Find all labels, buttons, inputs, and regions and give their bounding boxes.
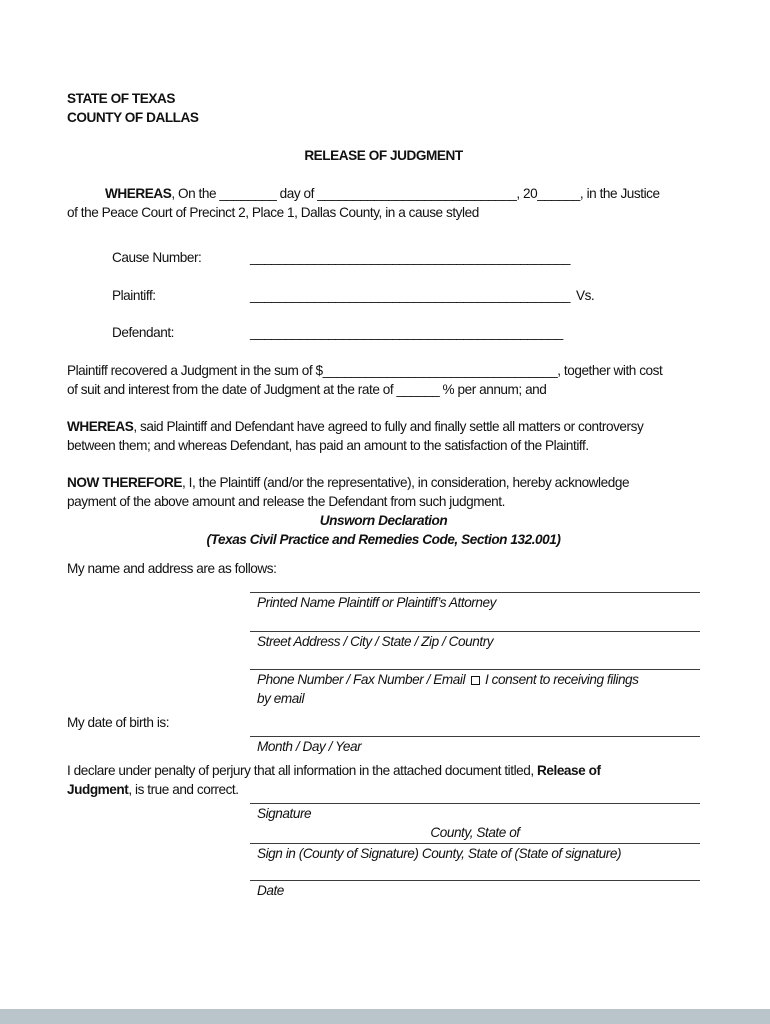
phone-label-line2: by email [257,691,305,706]
dob-format-label: Month / Day / Year [257,739,362,754]
judgment-sum-paragraph [67,361,700,399]
date-label: Date [257,883,284,898]
sign-in-label: Sign in (County of Signature) County, State of (State of signature) [257,846,622,861]
now-therefore-paragraph [67,473,700,511]
now-therefore-line2: payment of the above amount and release the Defendant from such judgment. [67,494,505,509]
sum-line1: Plaintiff recovered a Judgment in the sum of $_________________________________, together with cost [67,363,663,378]
declaration-line1-text: I declare under penalty of perjury that all information in the attached document titled, [67,763,538,778]
declaration-line1 [67,761,700,780]
declaration-line2 [67,780,700,799]
document-title: RELEASE OF JUDGMENT [304,148,463,163]
whereas2-line1 [67,417,700,436]
name-address-intro: My name and address are as follows: [67,561,277,576]
whereas2-line2: between them; and whereas Defendant, has paid an amount to the satisfaction of the Plaintiff. [67,438,589,453]
defendant-label: Defendant: [112,325,175,340]
declaration-line2-text: , is true and correct. [128,782,239,797]
phone-fax-email-label [250,670,700,689]
unsworn-declaration-subtitle: (Texas Civil Practice and Remedies Code, Section 132.001) [206,532,561,547]
email-consent-checkbox-icon[interactable] [471,676,480,685]
whereas-paragraph-2 [67,417,700,455]
sign-in-field [250,843,700,863]
page-edge-bar [0,1009,770,1024]
plaintiff-blank[interactable]: _____________________________________________ [250,288,570,303]
whereas1-line1 [67,184,700,203]
printed-name-field [250,592,700,612]
whereas1-lead: WHEREAS [105,186,172,201]
date-field [250,880,700,900]
whereas2-rest: , said Plaintiff and Defendant have agreed to fully and finally settle all matters or controversy [133,419,644,434]
signature-label: Signature [257,806,312,821]
defendant-row [67,323,700,342]
cause-number-blank[interactable]: _____________________________________________ [250,250,570,265]
printed-name-label: Printed Name Plaintiff or Plaintiff’s Attorney [257,595,496,610]
now-therefore-rest: , I, the Plaintiff (and/or the representative), in consideration, hereby acknowledge [181,475,630,490]
dob-field [250,736,700,756]
declaration-line2-bold: Judgment [67,782,129,797]
cause-number-row [67,248,700,267]
declaration-line1-bold: Release of [537,763,601,778]
sum-line2: of suit and interest from the date of Judgment at the rate of ______ % per annum; and [67,382,547,397]
dob-intro: My date of birth is: [67,715,170,730]
whereas1-line2: of the Peace Court of Precinct 2, Place 1, Dallas County, in a cause styled [67,205,479,220]
whereas-paragraph-1 [67,184,700,222]
whereas1-rest: , On the ________ day of ____________________________, 20______, in the Justice [171,186,660,201]
plaintiff-row [67,286,700,305]
declaration-statement [67,761,700,799]
now-therefore-line1 [67,473,700,492]
now-therefore-lead: NOW THEREFORE [67,475,182,490]
phone-fax-email-field [250,669,700,708]
vs-text: Vs. [575,288,595,303]
signature-field [250,803,700,823]
cause-number-label: Cause Number: [112,250,202,265]
defendant-blank[interactable]: ____________________________________________ [250,325,563,340]
whereas2-lead: WHEREAS [67,419,134,434]
address-label: Street Address / City / State / Zip / Country [257,634,494,649]
phone-label-text: Phone Number / Fax Number / Email [257,672,466,687]
county-state-text: County, State of [430,825,520,840]
county-heading: COUNTY OF DALLAS [67,110,199,125]
unsworn-declaration-title: Unsworn Declaration [319,513,448,528]
email-consent-text: I consent to receiving filings [485,672,639,687]
plaintiff-label: Plaintiff: [112,288,156,303]
address-field [250,631,700,651]
state-heading: STATE OF TEXAS [67,91,175,106]
